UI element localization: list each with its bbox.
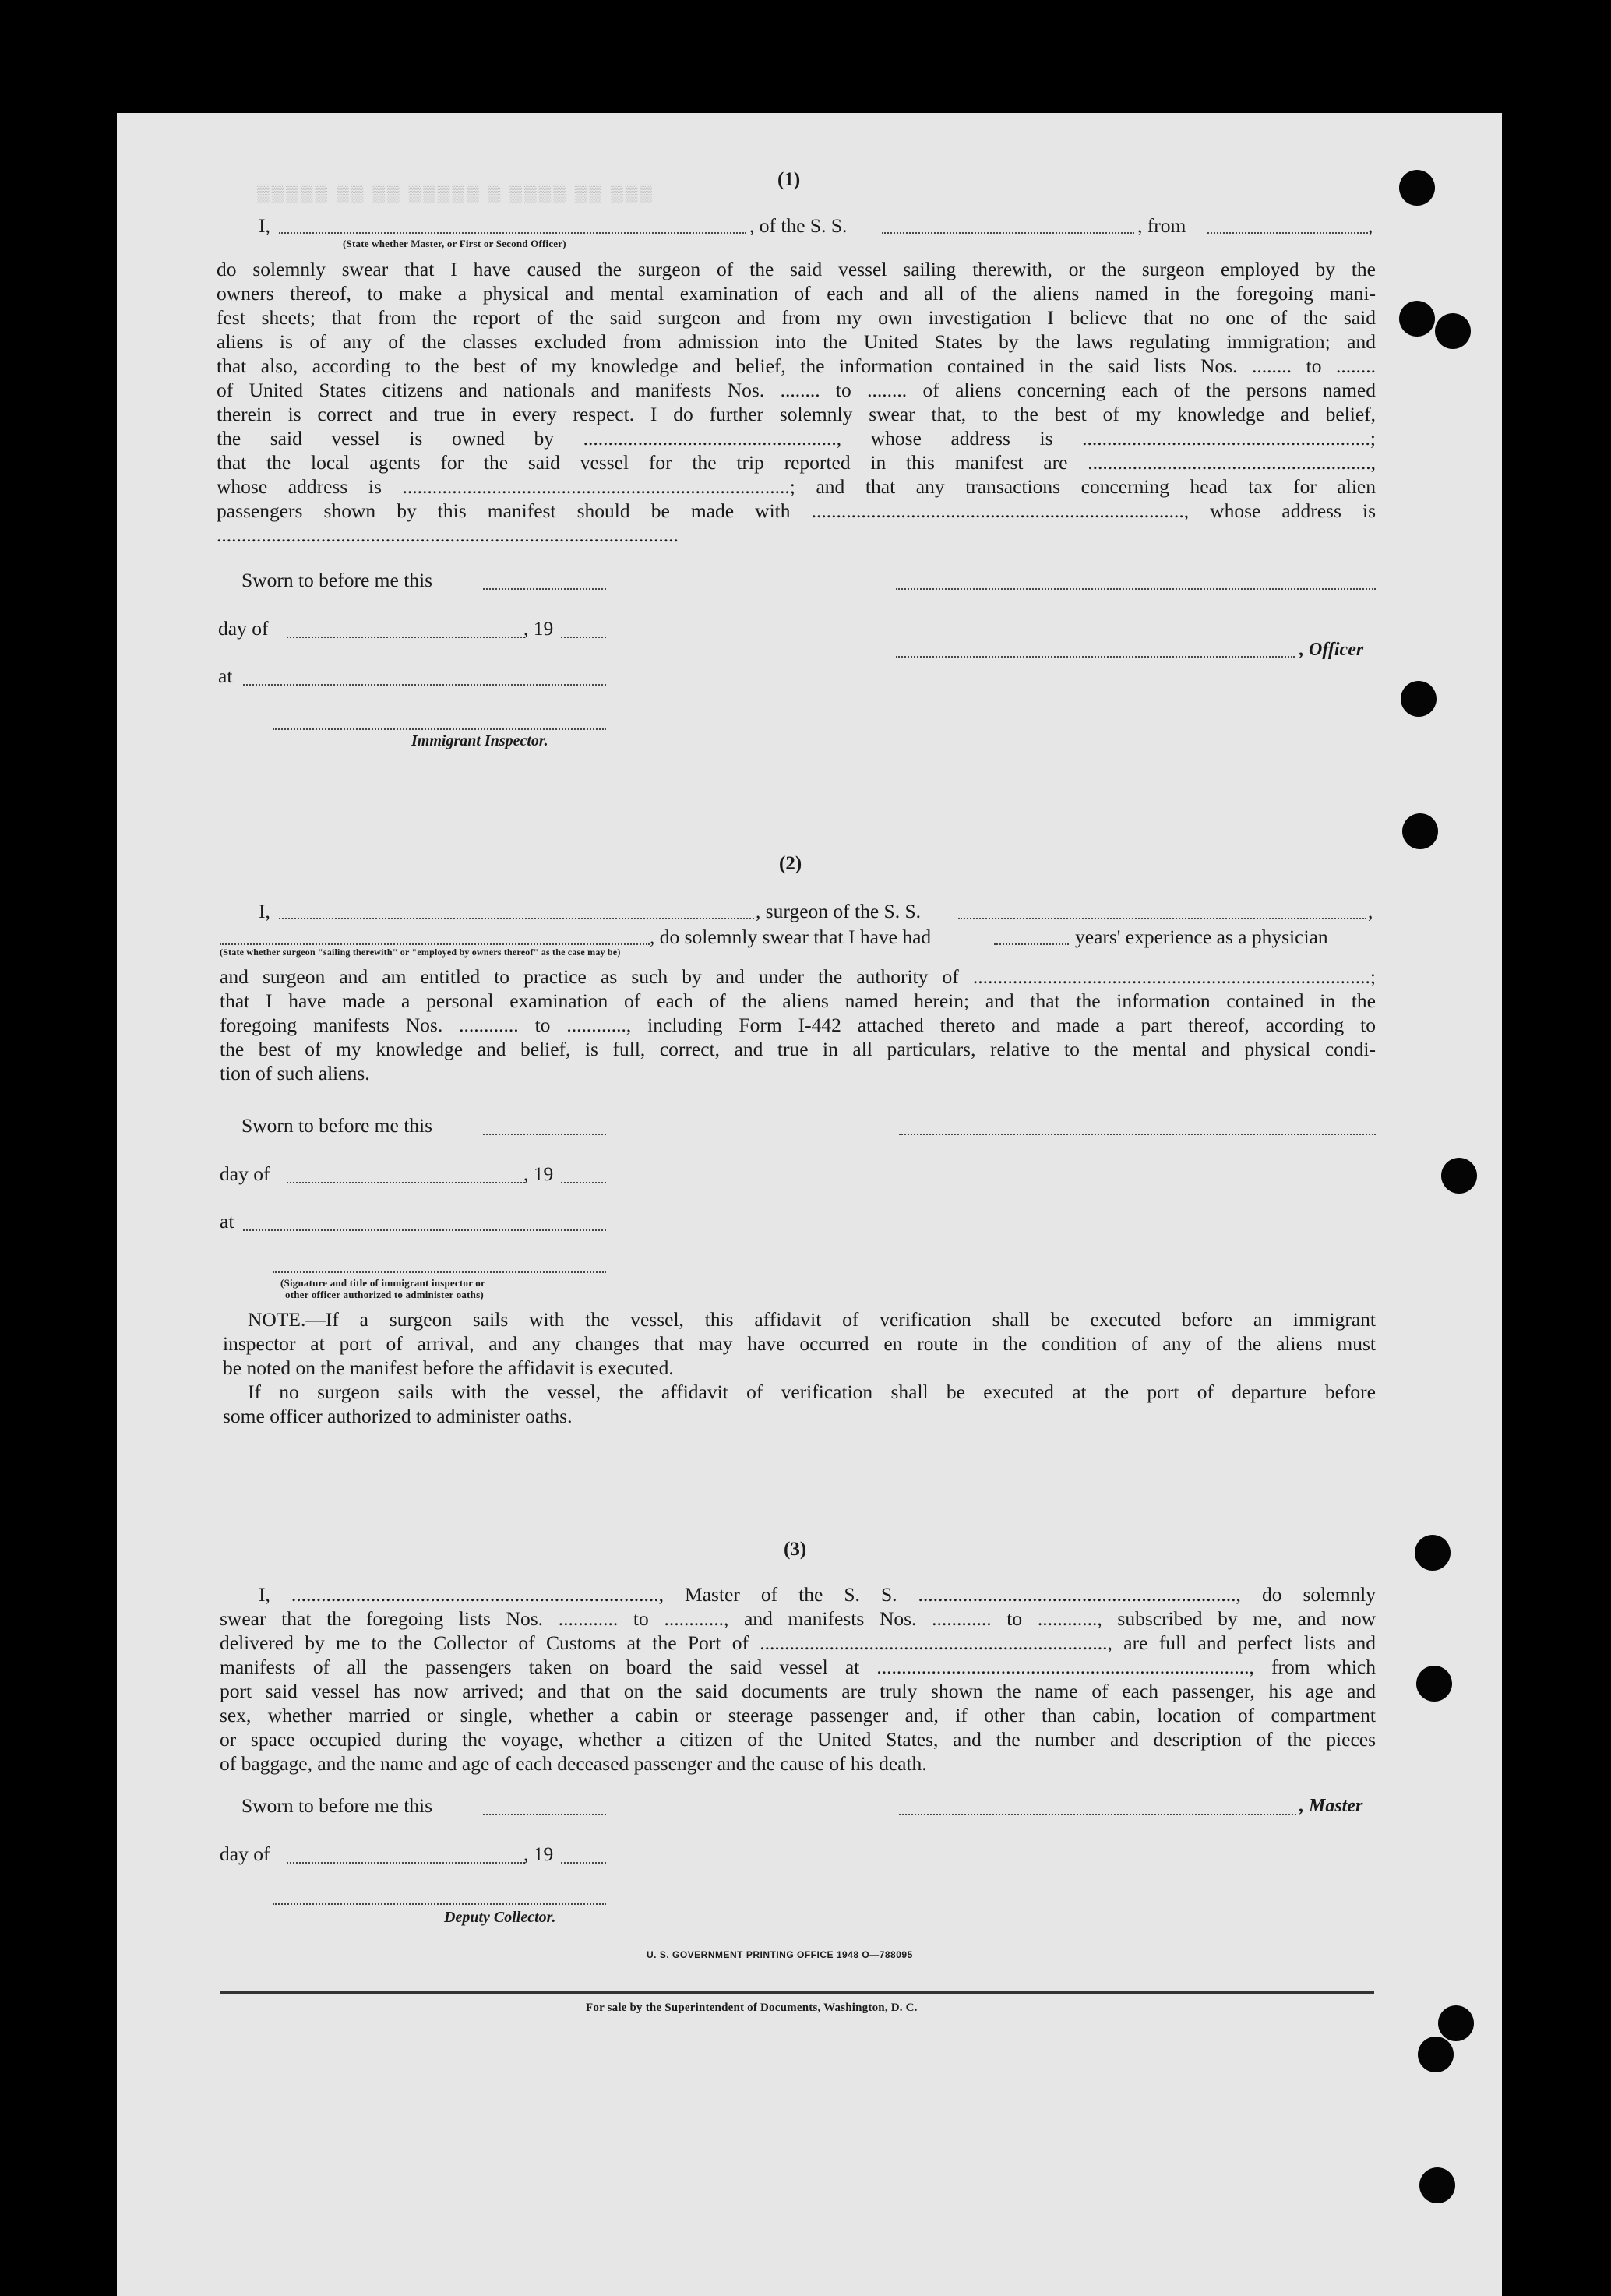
section-2-day-blank[interactable] [287,1182,525,1183]
section-3-day-of-label: day of [220,1843,270,1865]
section-2-surgeon-label: , surgeon of the S. S. [756,900,922,922]
section-3-day-blank[interactable] [287,1862,525,1864]
oath-line: do solemnly swear that I have caused the surgeon of the said vessel sailing therewith, or the surgeon employed by the [217,258,1376,280]
section-2-number: (2) [779,853,802,874]
years-experience-label: years' experience as a physician [1075,926,1328,948]
oath-line: sex, whether married or single, whether a cabin or steerage passenger and, if other than cabin, location of compartment [220,1704,1376,1726]
section-1-officer-note: (State whether Master, or First or Second Officer) [343,238,566,249]
oath-line: port said vessel has now arrived; and that on the said documents are truly shown the name of each passenger, his age and [220,1680,1376,1702]
oath-line: and surgeon and am entitled to practice as such by and under the authority of ................................................................................; [220,965,1376,988]
section-1-sworn-blank[interactable] [483,588,606,590]
section-1-year-blank[interactable] [561,637,606,638]
punch-hole [1415,1535,1451,1571]
note-line: some officer authorized to administer oaths. [223,1405,573,1427]
oath-line: passengers shown by this manifest should be made with ..........................................................................., whose address is [217,499,1376,522]
from-port-blank[interactable] [1207,232,1368,234]
officer-signature-blank[interactable] [896,656,1295,658]
oath-line: owners thereof, to make a physical and mental examination of each and all of the aliens named in the foregoing mani- [217,282,1376,305]
oath-line: tion of such aliens. [220,1062,370,1085]
section-1-day-blank[interactable] [287,637,525,638]
punch-hole [1435,313,1471,349]
form-sheet [117,113,1502,2296]
oath-line: therein is correct and true in every respect. I do further solemnly swear that, to the best of my knowledge and belief, [217,403,1376,425]
oath-line: aliens is of any of the classes excluded from admission into the United States by the laws regulating immigration; and [217,330,1376,353]
section-1-of-ss-label: , of the S. S. [749,214,848,237]
section-1-year-label: , 19 [523,617,554,640]
section-2-surgeon-note: (State whether surgeon "sailing therewith" or "employed by owners thereof" as the case may be) [220,947,621,958]
oath-line: whose address is ..............................................................................; and that any transactions concerning head tax for alien [217,475,1376,498]
surgeon-name-blank[interactable] [279,918,754,919]
oath-line: that also, according to the best of my knowledge and belief, the information contained in the said lists Nos. ........ to ........ [217,354,1376,377]
section-2-year-label: , 19 [523,1162,554,1185]
master-signature-blank[interactable] [899,1814,1296,1815]
collector-signature-blank[interactable] [273,1903,606,1905]
section-2-sworn-label: Sworn to before me this [241,1114,433,1137]
section-2-year-blank[interactable] [561,1182,606,1183]
section-1-at-blank[interactable] [243,684,606,686]
section-2-oath-text [220,965,1376,1085]
footer-rule [220,1991,1374,1994]
punch-hole [1402,813,1438,849]
section-3-sworn-blank[interactable] [483,1814,606,1815]
oath-line: swear that the foregoing lists Nos. ............ to ............, and manifests Nos. ............ to ............, subscribed by me, and now [220,1607,1376,1630]
punch-hole [1416,1666,1452,1702]
section-1-signature-blank[interactable] [896,588,1376,590]
punch-hole [1401,681,1437,717]
oath-line: of baggage, and the name and age of each deceased passenger and the cause of his death. [220,1752,927,1775]
section-1-day-of-label: day of [218,617,269,640]
punch-hole [1399,301,1435,337]
punch-hole [1419,2167,1455,2203]
bleed-through-text: ▒▒▒▒▒ ▒▒ ▒▒ ▒▒▒▒▒ ▒ ▒▒▒▒ ▒▒ ▒▒▒ [257,183,654,203]
oath-line: foregoing manifests Nos. ............ to ............, including Form I-442 attached thereto and made a part thereof, according to [220,1014,1376,1036]
section-1-at-label: at [218,665,233,687]
surgeon-status-blank[interactable] [220,943,650,945]
section-2-day-of-label: day of [220,1162,270,1185]
deputy-collector-label: Deputy Collector. [444,1909,556,1926]
section-2-signature-blank[interactable] [899,1134,1376,1135]
section-2-note-text [223,1307,1376,1428]
section-3-sworn-label: Sworn to before me this [241,1794,433,1817]
section-2-i-label: I, [259,900,270,922]
authorized-officer-signature-blank[interactable] [273,1271,606,1273]
oath-line: of United States citizens and nationals and manifests Nos. ........ to ........ of aliens concerning each of the persons named [217,379,1376,401]
officer-name-blank[interactable] [279,232,746,234]
oath-line: the best of my knowledge and belief, is full, correct, and true in all particulars, relative to the mental and physical condi- [220,1038,1376,1060]
section-3-oath-text [220,1582,1376,1776]
oath-line: ............................................................................................. [217,524,679,546]
oath-line: manifests of all the passengers taken on board the said vessel at ..........................................................................., from which [220,1656,1376,1678]
punch-hole [1399,170,1435,206]
oath-line: delivered by me to the Collector of Customs at the Port of ......................................................................, are full and perfect lists and [220,1631,1376,1654]
section-1-number: (1) [777,169,801,190]
signature-note-line-1: (Signature and title of immigrant inspector or [280,1277,485,1289]
officer-label: , Officer [1299,640,1364,660]
punch-hole [1438,2005,1474,2041]
note-line: be noted on the manifest before the affidavit is executed. [223,1356,674,1379]
section-3-number: (3) [784,1539,807,1560]
vessel-name-blank[interactable] [882,232,1134,234]
note-line: inspector at port of arrival, and any changes that may have occurred en route in the condition of any of the aliens must [223,1332,1376,1355]
section-2-at-blank[interactable] [243,1229,606,1231]
oath-line: or space occupied during the voyage, whether a citizen of the United States, and the number and description of the pieces [220,1728,1376,1751]
section-2-at-label: at [220,1210,234,1233]
oath-line: that I have made a personal examination of each of the aliens named herein; and that the information contained in the [220,989,1376,1012]
section-1-oath-text [217,257,1376,547]
master-label: , Master [1299,1796,1363,1816]
oath-line: that the local agents for the said vessel for the trip reported in this manifest are ........................................................., [217,451,1376,474]
printing-office-line: U. S. GOVERNMENT PRINTING OFFICE 1948 O—788095 [647,1949,913,1960]
oath-line: the said vessel is owned by ..................................................., whose address is ..........................................................; [217,427,1376,450]
signature-note-line-2: other officer authorized to administer oaths) [285,1289,484,1300]
section-1-from-label: , from [1137,214,1186,237]
section-1-i-label: I, [259,214,270,237]
section-2-comma: , [1368,900,1373,922]
immigrant-inspector-label: Immigrant Inspector. [411,732,548,749]
section-2-sworn-blank[interactable] [483,1134,606,1135]
note-line: If no surgeon sails with the vessel, the affidavit of verification shall be executed at the port of departure before [248,1381,1376,1403]
section-3-year-blank[interactable] [561,1862,606,1864]
oath-line: fest sheets; that from the report of the said surgeon and from my own investigation I believe that no one of the said [217,306,1376,329]
section-1-comma: , [1368,214,1373,237]
oath-line: I, .........................................................................., Master of the S. S. ................................................................, do solemnly [259,1583,1376,1606]
years-experience-blank[interactable] [994,943,1069,945]
punch-hole [1418,2037,1454,2072]
punch-hole [1441,1158,1477,1194]
inspector-signature-blank[interactable] [273,728,606,730]
section-2-vessel-blank[interactable] [958,918,1366,919]
section-3-year-label: , 19 [523,1843,554,1865]
note-line: NOTE.—If a surgeon sails with the vessel, this affidavit of verification shall be executed before an immigrant [248,1308,1376,1331]
section-1-sworn-label: Sworn to before me this [241,569,433,591]
section-2-swear-label: , do solemnly swear that I have had [650,926,932,948]
for-sale-line: For sale by the Superintendent of Documents, Washington, D. C. [586,2002,918,2014]
